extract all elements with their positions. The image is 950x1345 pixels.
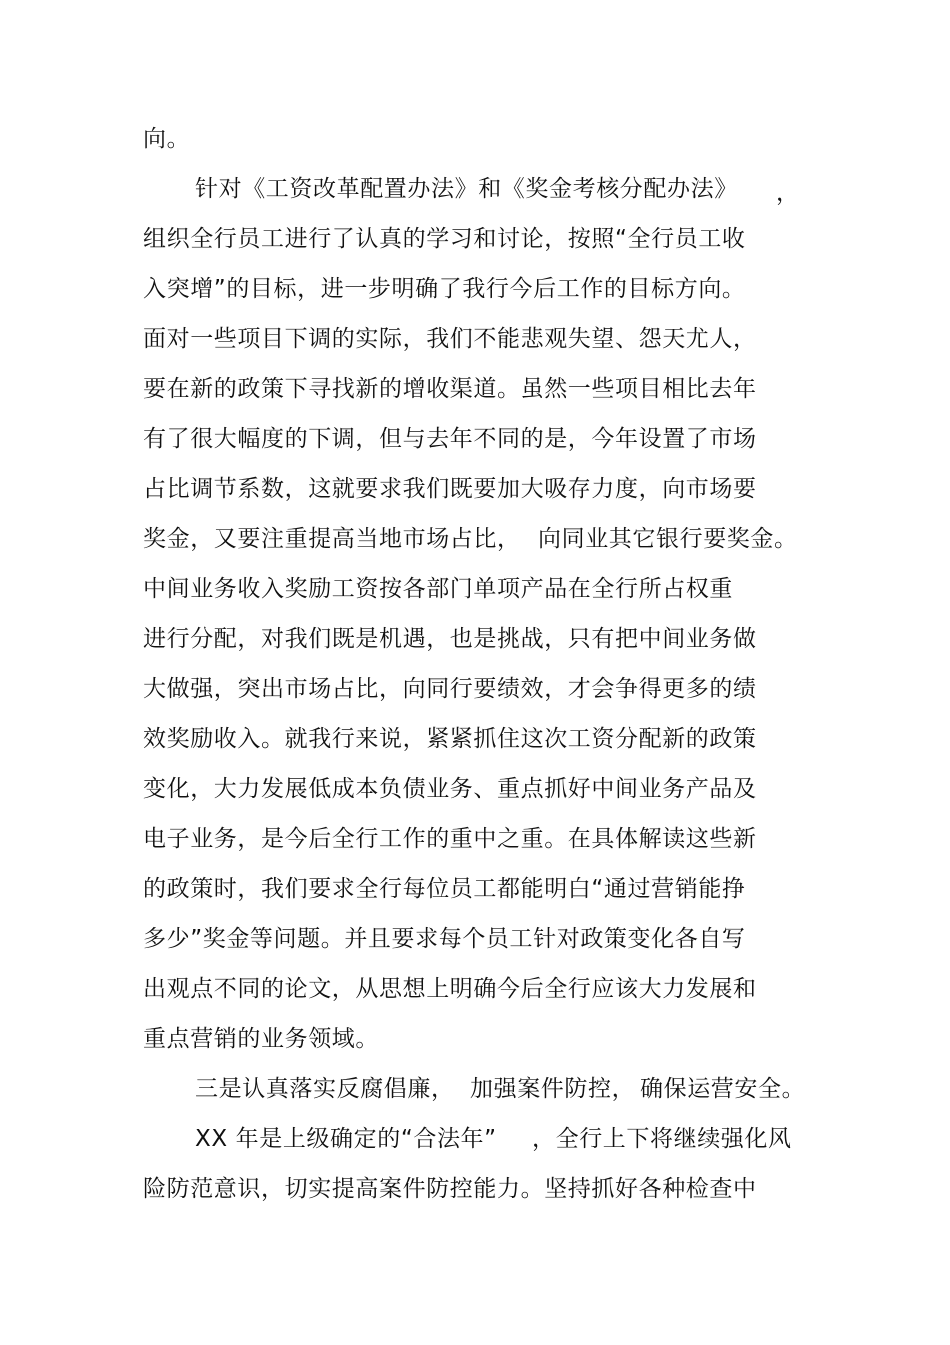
- text-line: 要在新的政策下寻找新的增收渠道。虽然一些项目相比去年: [143, 376, 757, 402]
- text-line: 针对《工资改革配置办法》和《奖金考核分配办法》: [195, 176, 738, 202]
- text-line: 效奖励收入。就我行来说，紧紧抓住这次工资分配新的政策: [143, 726, 757, 752]
- text-line: 占比调节系数，这就要求我们既要加大吸存力度，向市场要: [143, 476, 757, 502]
- text-line: 向同业其它银行要奖金。: [538, 526, 798, 552]
- text-line: 确保运营安全。: [640, 1076, 806, 1102]
- text-line: 重点营销的业务领域。: [143, 1026, 379, 1052]
- text-line: 加强案件防控，: [470, 1076, 636, 1102]
- text-line: 入突增”的目标，进一步明确了我行今后工作的目标方向。: [143, 276, 746, 302]
- text-line: 大做强，突出市场占比，向同行要绩效，才会争得更多的绩: [143, 676, 757, 702]
- text-line: 的政策时，我们要求全行每位员工都能明白“通过营销能挣: [143, 876, 746, 902]
- text-line: 出观点不同的论文，从思想上明确今后全行应该大力发展和: [143, 976, 757, 1002]
- text-line: 三是认真落实反腐倡廉，: [195, 1076, 455, 1102]
- text-line: 电子业务，是今后全行工作的重中之重。在具体解读这些新: [143, 826, 757, 852]
- text-line: 中间业务收入奖励工资按各部门单项产品在全行所占权重: [143, 576, 733, 602]
- text-line: 向。: [143, 126, 191, 152]
- text-line: ，: [776, 180, 800, 206]
- text-line: 奖金，又要注重提高当地市场占比，: [143, 526, 521, 552]
- text-line: 险防范意识，切实提高案件防控能力。坚持抓好各种检查中: [143, 1176, 757, 1202]
- text-line: 组织全行员工进行了认真的学习和讨论，按照“全行员工收: [143, 226, 746, 252]
- text-line: ，全行上下将继续强化风: [532, 1126, 792, 1152]
- text-line: 有了很大幅度的下调，但与去年不同的是，今年设置了市场: [143, 426, 757, 452]
- text-line: 进行分配，对我们既是机遇，也是挑战，只有把中间业务做: [143, 626, 757, 652]
- text-line: XX 年是上级确定的“合法年”: [195, 1126, 497, 1152]
- text-line: 多少”奖金等问题。并且要求每个员工针对政策变化各自写: [143, 926, 746, 952]
- text-line: 面对一些项目下调的实际，我们不能悲观失望、怨天尤人，: [143, 326, 757, 352]
- text-line: 变化，大力发展低成本负债业务、重点抓好中间业务产品及: [143, 776, 757, 802]
